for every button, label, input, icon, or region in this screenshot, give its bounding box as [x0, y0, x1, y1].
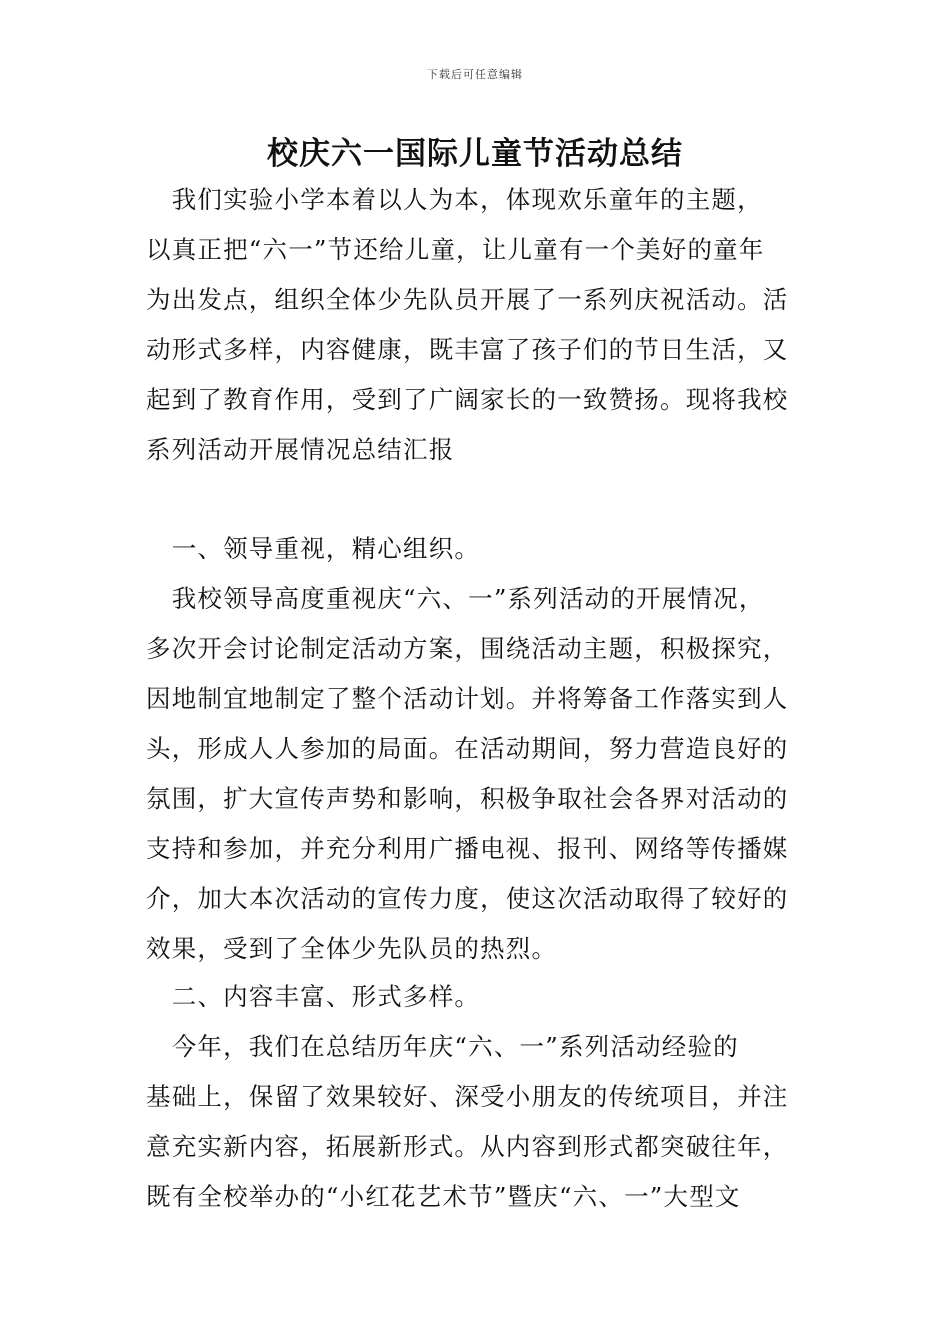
body-line: 今年，我们在总结历年庆“六、一”系列活动经验的 — [146, 1032, 739, 1061]
body-line: 支持和参加，并充分利用广播电视、报刊、网络等传播媒 — [146, 834, 789, 863]
header-note: 下载后可任意编辑 — [427, 68, 523, 81]
body-line: 因地制宜地制定了整个活动计划。并将筹备工作落实到人 — [146, 684, 789, 713]
body-line: 既有全校举办的“小红花艺术节”暨庆“六、一”大型文 — [146, 1182, 741, 1211]
body-line: 效果，受到了全体少先队员的热烈。 — [146, 934, 558, 963]
section-heading: 二、内容丰富、形式多样。 — [146, 982, 481, 1011]
body-line: 为出发点，组织全体少先队员开展了一系列庆祝活动。活 — [146, 285, 789, 314]
body-line: 多次开会讨论制定活动方案，围绕活动主题，积极探究， — [146, 634, 789, 663]
body-line: 我校领导高度重视庆“六、一”系列活动的开展情况， — [146, 584, 765, 613]
body-line: 基础上，保留了效果较好、深受小朋友的传统项目，并注 — [146, 1082, 789, 1111]
body-line: 系列活动开展情况总结汇报 — [146, 435, 455, 464]
body-line: 我们实验小学本着以人为本，体现欢乐童年的主题， — [146, 185, 763, 214]
body-line: 以真正把“六一”节还给儿童，让儿童有一个美好的童年 — [146, 235, 765, 264]
body-line: 意充实新内容，拓展新形式。从内容到形式都突破往年， — [146, 1132, 789, 1161]
document-title: 校庆六一国际儿童节活动总结 — [267, 136, 683, 172]
section-heading: 一、领导重视，精心组织。 — [146, 534, 481, 563]
body-line: 头，形成人人参加的局面。在活动期间，努力营造良好的 — [146, 734, 789, 763]
body-line: 氛围，扩大宣传声势和影响，积极争取社会各界对活动的 — [146, 784, 789, 813]
body-line: 起到了教育作用，受到了广阔家长的一致赞扬。现将我校 — [146, 385, 789, 414]
body-line: 介，加大本次活动的宣传力度，使这次活动取得了较好的 — [146, 884, 789, 913]
body-line: 动形式多样，内容健康，既丰富了孩子们的节日生活，又 — [146, 335, 789, 364]
